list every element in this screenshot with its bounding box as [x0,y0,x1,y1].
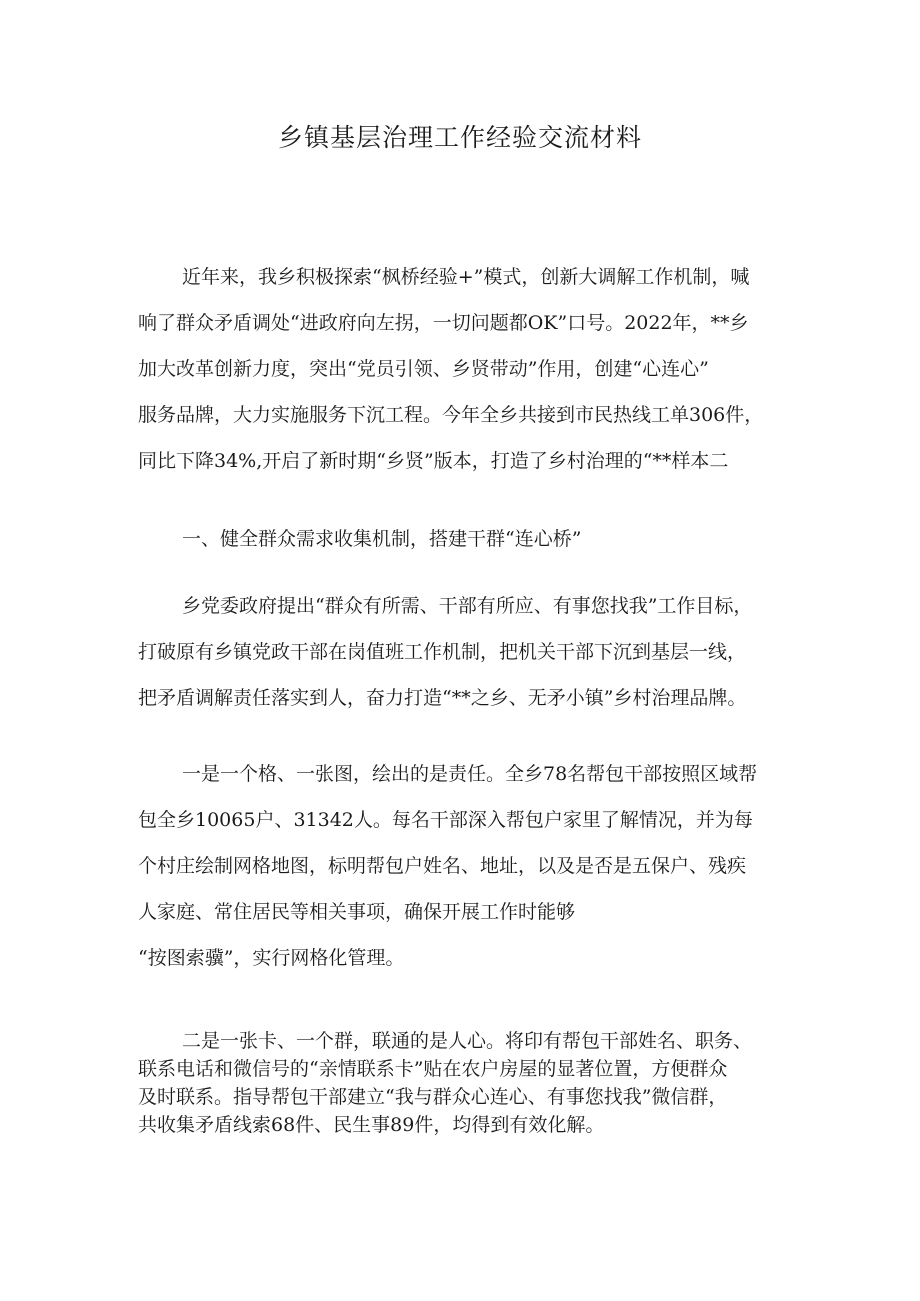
document-page: 乡镇基层治理工作经验交流材料 近年来，我乡积极探索“枫桥经验+”模式，创新大调解工作机制，喊 响了群众矛盾调处“进政府向左拐，一切问题都OK”口号。2022年，**乡 加大改革创新力度，突出“党员引领、乡贤带动”作用，创建“心连心” 服务品牌，大力实施服务下沉工程。今年全乡共接到市民热线工单306件， 同比下降34%,开启了新时期“乡贤”版本，打造了乡村治理的“**样本二 一、健全群众需求收集机制，搭建干群“连心桥” 乡党委政府提出“群众有所需、干部有所应、有事您找我”工作目标， 打破原有乡镇党政干部在岗值班工作机制，把机关干部下沉到基层一线， 把矛盾调解责任落实到人，奋力打造“**之乡、无矛小镇”乡村治理品牌。 一是一个格、一张图，绘出的是责任。全乡78名帮包干部按照区域帮 包全乡10065户、31342人。每名干部深入帮包户家里了解情况，并为每 个村庄绘制网格地图，标明帮包户姓名、地址，以及是否是五保户、残疾 人家庭、常住居民等相关事项，确保开展工作时能够 “按图索骥”，实行网格化管理。 二是一张卡、一个群，联通的是人心。将印有帮包干部姓名、职务、 联系电话和微信号的“亲情联系卡”贴在农户房屋的显著位置，方便群众 及时联系。指导帮包干部建立“我与群众心连心、有事您找我”微信群， 共收集矛盾线索68件、民生事89件，均得到有效化解。 [0,0,920,1301]
page-title: 乡镇基层治理工作经验交流材料 [277,123,642,152]
